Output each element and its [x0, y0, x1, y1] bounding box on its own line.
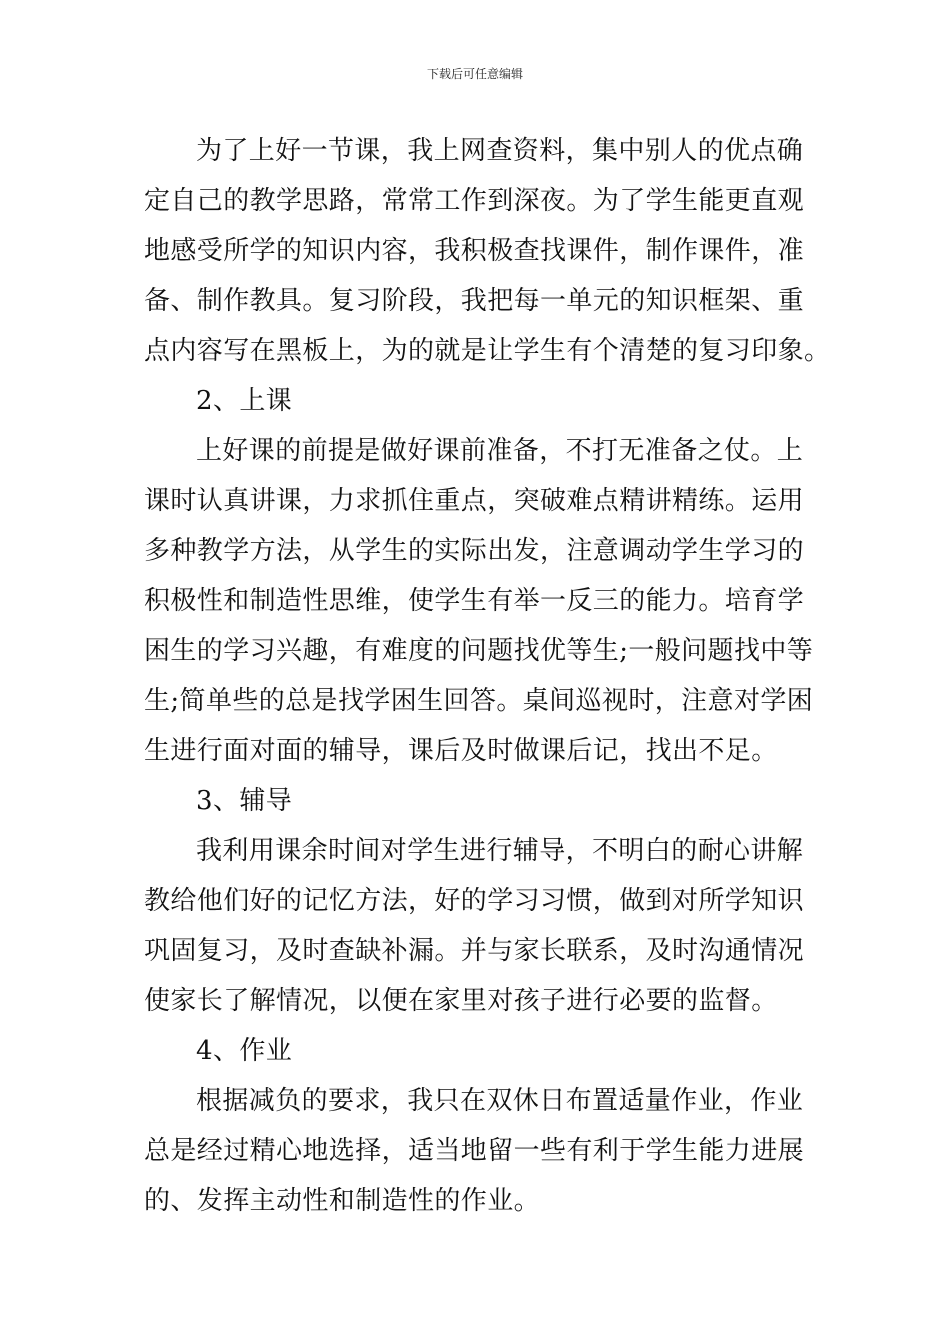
section-heading: 4、作业: [196, 1036, 293, 1066]
text-line: 生;简单些的总是找学困生回答。桌间巡视时，注意对学困: [144, 686, 814, 716]
text-line: 根据减负的要求，我只在双休日布置适量作业，作业: [196, 1086, 804, 1116]
section-heading: 3、辅导: [196, 786, 293, 816]
text-line: 课时认真讲课，力求抓住重点，突破难点精讲精练。运用: [144, 486, 805, 516]
paragraph-homework: [144, 1076, 806, 1226]
text-line: 巩固复习，及时查缺补漏。并与家长联系，及时沟通情况: [144, 936, 805, 966]
text-line: 积极性和制造性思维，使学生有举一反三的能力。培育学: [144, 586, 805, 616]
text-line: 定自己的教学思路，常常工作到深夜。为了学生能更直观: [144, 186, 805, 216]
text-line: 地感受所学的知识内容，我积极查找课件，制作课件，准: [144, 236, 805, 266]
text-line: 我利用课余时间对学生进行辅导，不明白的耐心讲解: [196, 836, 804, 866]
page-header-note: 下载后可任意编辑: [426, 67, 523, 81]
text-line: 多种教学方法，从学生的实际出发，注意调动学生学习的: [144, 536, 805, 566]
text-line: 总是经过精心地选择，适当地留一些有利于学生能力进展: [144, 1136, 805, 1166]
text-line: 备、制作教具。复习阶段，我把每一单元的知识框架、重: [144, 286, 805, 316]
document-body: [144, 126, 831, 1226]
paragraph-preparation: [144, 126, 831, 376]
text-line: 教给他们好的记忆方法，好的学习习惯，做到对所学知识: [144, 886, 805, 916]
section-heading: 2、上课: [196, 386, 293, 416]
paragraph-tutoring: [144, 826, 806, 1026]
text-line: 点内容写在黑板上，为的就是让学生有个清楚的复习印象。: [144, 336, 831, 366]
text-line: 使家长了解情况，以便在家里对孩子进行必要的监督。: [144, 986, 778, 1016]
heading-homework: [144, 1026, 806, 1076]
paragraph-class: [144, 426, 814, 776]
text-line: 的、发挥主动性和制造性的作业。: [144, 1186, 541, 1216]
text-line: 上好课的前提是做好课前准备，不打无准备之仗。上: [196, 436, 804, 466]
text-line: 困生的学习兴趣，有难度的问题找优等生;一般问题找中等: [144, 636, 814, 666]
text-line: 为了上好一节课，我上网查资料，集中别人的优点确: [196, 136, 804, 166]
text-line: 生进行面对面的辅导，课后及时做课后记，找出不足。: [144, 736, 778, 766]
heading-class: [144, 376, 806, 426]
heading-tutoring: [144, 776, 806, 826]
